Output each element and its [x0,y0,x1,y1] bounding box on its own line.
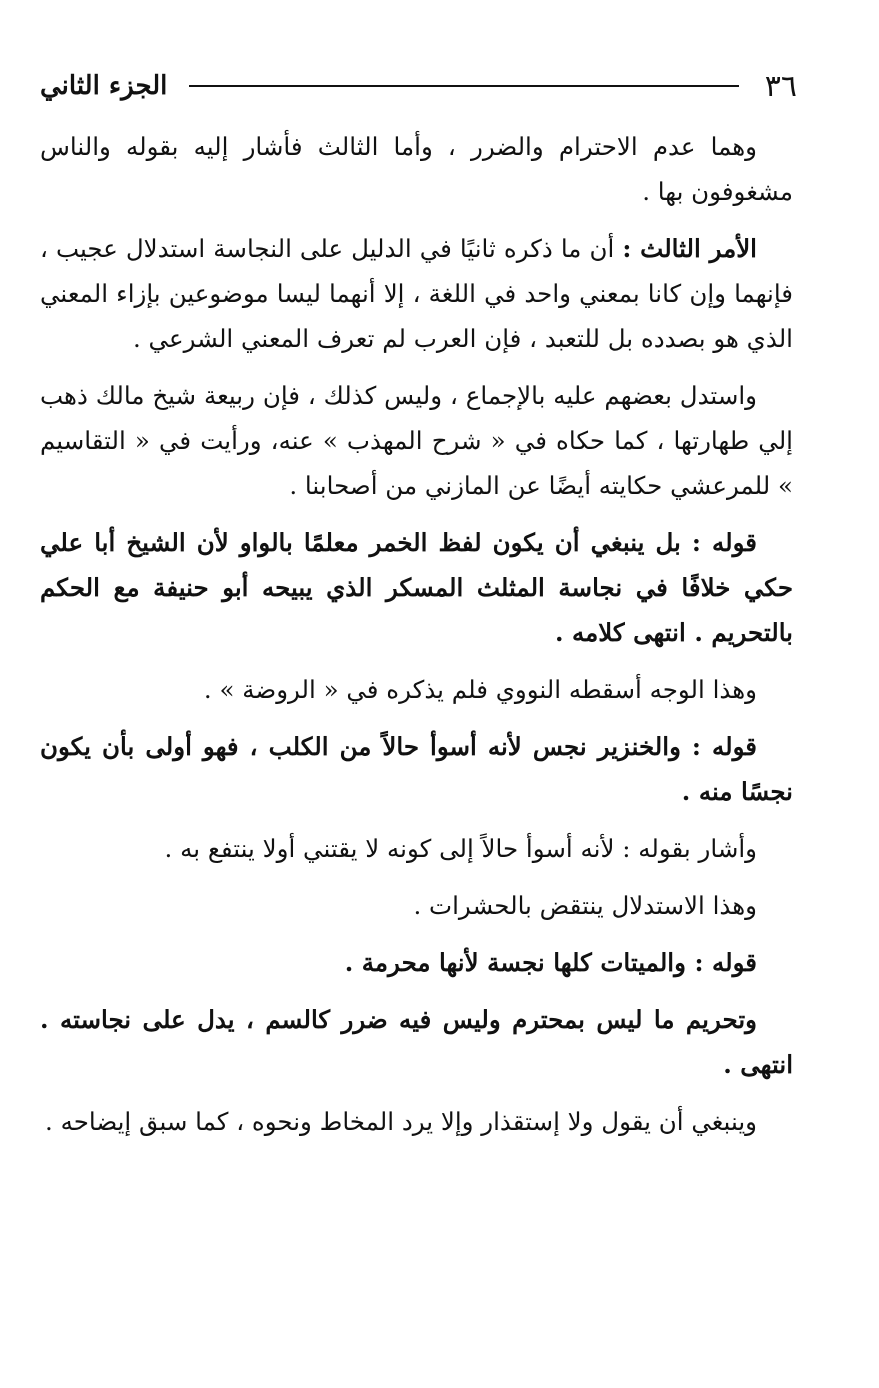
paragraph [40,124,793,214]
paragraph-text: وهذا الاستدلال ينتقض بالحشرات . [413,891,757,920]
quoted-paragraph [40,940,793,985]
quoted-paragraph [40,724,793,814]
quoted-paragraph [40,520,793,655]
paragraph-text: أن ما ذكره ثانيًا في الدليل على النجاسة استدلال عجيب ، فإنهما وإن كانا بمعني واحد في اللغة ، إلا أنهما ليسا موضوعين بإزاء المعني الذي هو بصدده بل للتعبد ، فإن العرب لم تعرف المعني الشرعي . [40,234,793,353]
paragraph-lead: الأمر الثالث : [622,234,757,263]
page-header [40,66,797,106]
paragraph-text: وينبغي أن يقول ولا إستقذار وإلا يرد المخاط ونحوه ، كما سبق إيضاحه . [45,1107,757,1136]
paragraph-text: قوله : والميتات كلها نجسة لأنها محرمة . [344,948,757,977]
paragraph [40,1099,793,1144]
paragraph-text: وهذا الوجه أسقطه النووي فلم يذكره في « الروضة » . [203,675,757,704]
paragraph [40,826,793,871]
part-title: الجزء الثاني [40,71,168,101]
paragraph-text: وتحريم ما ليس بمحترم وليس فيه ضرر كالسم ، يدل على نجاسته . انتهى . [40,1005,793,1079]
paragraph-text: وهما عدم الاحترام والضرر ، وأما الثالث فأشار إليه بقوله والناس مشغوفون بها . [40,132,793,206]
paragraph [40,667,793,712]
page-body [40,124,793,1156]
paragraph [40,226,793,361]
page-number: ٣٦ [764,68,797,104]
paragraph-text: وأشار بقوله : لأنه أسوأ حالاً إلى كونه لا يقتني أولا ينتفع به . [164,834,757,863]
quoted-paragraph [40,997,793,1087]
paragraph-text: واستدل بعضهم عليه بالإجماع ، وليس كذلك ، فإن ربيعة شيخ مالك ذهب إلي طهارتها ، كما حكاه في « شرح المهذب » عنه، ورأيت في « التقاسيم » للمرعشي حكايته أيضًا عن المازني من أصحابنا . [40,381,793,500]
paragraph [40,883,793,928]
header-rule [189,85,738,87]
paragraph-text: قوله : والخنزير نجس لأنه أسوأ حالاً من الكلب ، فهو أولى بأن يكون نجسًا منه . [40,732,793,806]
paragraph-text: قوله : بل ينبغي أن يكون لفظ الخمر معلمًا بالواو لأن الشيخ أبا علي حكي خلافًا في نجاسة المثلث المسكر الذي يبيحه أبو حنيفة مع الحكم بالتحريم . انتهى كلامه . [40,528,793,647]
paragraph [40,373,793,508]
